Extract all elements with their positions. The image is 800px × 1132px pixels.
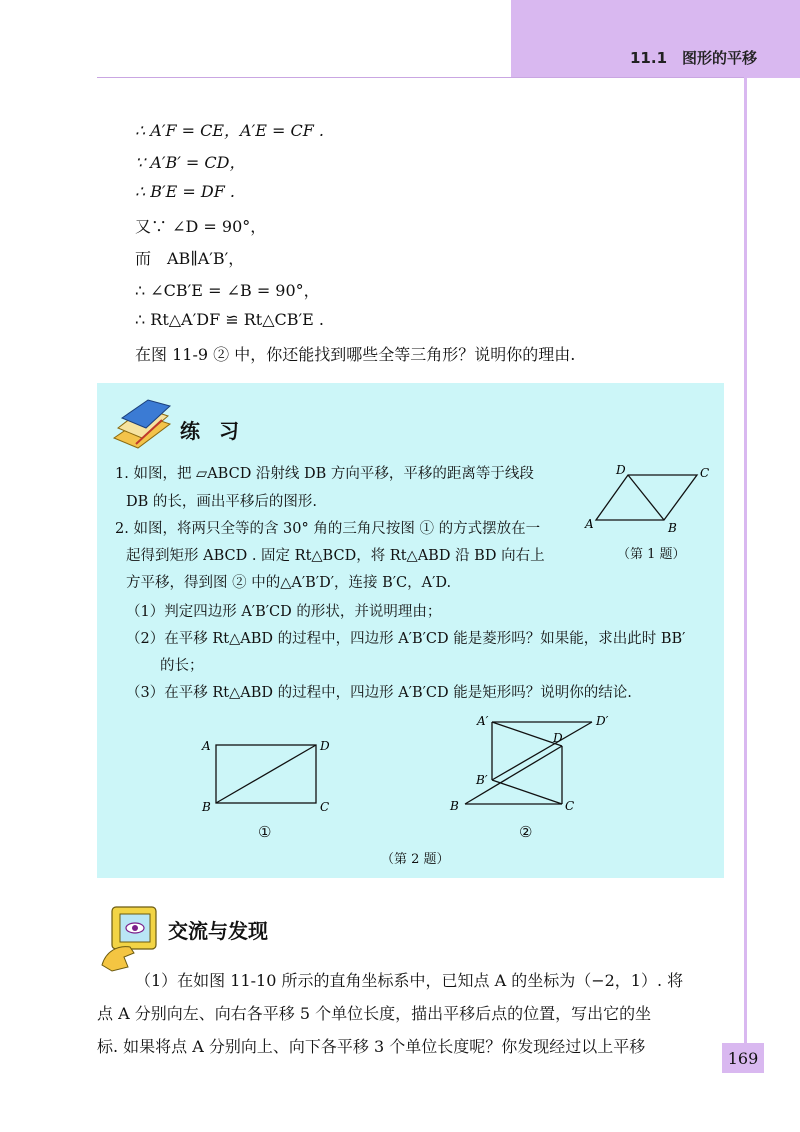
- fig2a-label-D: D: [320, 739, 330, 753]
- proof-line-3: ∴ B′E = DF .: [135, 182, 236, 201]
- exercise-title: 练 习: [180, 419, 245, 443]
- proof-line-1: ∴ A′F = CE，A′E = CF .: [135, 121, 325, 140]
- exercise-line-4: 起得到矩形 ABCD . 固定 Rt△BCD，将 Rt△ABD 沿 BD 向右上: [126, 548, 545, 564]
- proof-line-5: 而 AB∥A′B′，: [135, 249, 245, 268]
- exercise-line-6: （1）判定四边形 A′B′CD 的形状，并说明理由；: [126, 604, 442, 620]
- exercise-line-9: （3）在平移 Rt△ABD 的过程中，四边形 A′B′CD 能是矩形吗？说明你的结论.: [126, 685, 632, 701]
- exercise-line-7: （2）在平移 Rt△ABD 的过程中，四边形 A′B′CD 能是菱形吗？如果能，求出此时 BB′: [126, 631, 686, 647]
- fig1-label-C: C: [700, 466, 710, 480]
- section-header: 11.1 图形的平移: [630, 49, 758, 67]
- proof-line-2: ∵ A′B′ = CD，: [135, 153, 246, 172]
- figure-2b-number: ②: [519, 823, 533, 841]
- section2-line-1: （1）在如图 11-10 所示的直角坐标系中，已知点 A 的坐标为（−2，1）. 将: [135, 971, 684, 990]
- side-rule: [744, 77, 747, 1057]
- section-title: 交流与发现: [168, 919, 268, 943]
- fig1-label-A: A: [585, 517, 594, 531]
- question-line: 在图 11-9 ② 中，你还能找到哪些全等三角形？说明你的理由.: [135, 345, 576, 364]
- proof-line-6: ∴ ∠CB′E = ∠B = 90°，: [135, 281, 320, 300]
- books-icon: [108, 398, 174, 450]
- figure-1-caption: （第 1 题）: [617, 547, 686, 562]
- fig2b-label-B: B: [450, 799, 459, 813]
- figure-2b-translation: [445, 712, 625, 817]
- proof-line-7: ∴ Rt△A′DF ≌ Rt△CB′E .: [135, 310, 325, 329]
- exercise-line-5: 方平移，得到图 ② 中的△A′B′D′，连接 B′C，A′D.: [126, 575, 452, 591]
- page-number: 169: [722, 1043, 764, 1073]
- fig2b-label-C: C: [565, 799, 575, 813]
- fig2a-label-C: C: [320, 800, 330, 814]
- header-rule: [97, 77, 747, 78]
- figure-2-caption: （第 2 题）: [381, 852, 450, 867]
- hand-screen-icon: [100, 905, 160, 975]
- fig2b-label-B-prime: B′: [476, 773, 488, 787]
- fig1-label-D: D: [616, 463, 626, 477]
- section2-line-3: 标. 如果将点 A 分别向上、向下各平移 3 个单位长度呢？你发现经过以上平移: [97, 1037, 646, 1056]
- figure-2a-rectangle: [200, 735, 340, 815]
- figure-1-parallelogram: [580, 460, 715, 540]
- fig2a-label-A: A: [202, 739, 211, 753]
- exercise-line-1: 1. 如图，把 ▱ABCD 沿射线 DB 方向平移，平移的距离等于线段: [115, 466, 534, 482]
- figure-2a-number: ①: [258, 823, 272, 841]
- section2-line-2: 点 A 分别向左、向右各平移 5 个单位长度，描出平移后点的位置，写出它的坐: [97, 1004, 652, 1023]
- fig1-label-B: B: [668, 521, 677, 535]
- fig2b-label-D: D: [553, 731, 563, 745]
- exercise-line-3: 2. 如图，将两只全等的含 30° 角的三角尺按图 ① 的方式摆放在一: [115, 521, 541, 537]
- fig2b-label-A-prime: A′: [477, 714, 489, 728]
- proof-line-4: 又∵ ∠D = 90°，: [135, 217, 267, 236]
- exercise-line-2: DB 的长，画出平移后的图形.: [126, 494, 317, 510]
- exercise-line-8: 的长；: [160, 658, 204, 674]
- fig2b-label-D-prime: D′: [596, 714, 609, 728]
- fig2a-label-B: B: [202, 800, 211, 814]
